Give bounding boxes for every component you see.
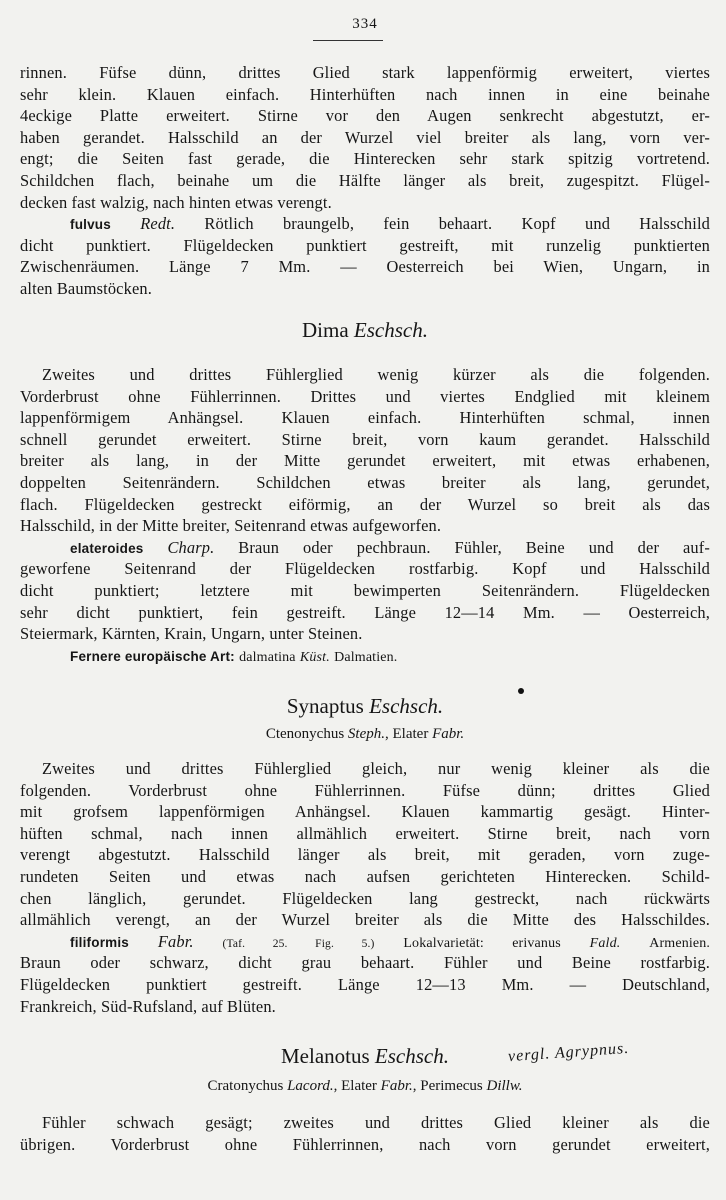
text-line: folgenden. Vorderbrust ohne Fühlerrinnen. Füfse dünn; drittes Glied <box>20 780 710 800</box>
text-line: haben gerandet. Halsschild an der Wurzel viel breiter als lang, vorn ver- <box>20 127 710 147</box>
further-species-line: Fernere europäische Art: dalmatina Küst. Dalmatien. <box>70 648 398 665</box>
text-line: Braun oder schwarz, dicht grau behaart. Fühler und Beine rostfarbig. <box>20 953 710 973</box>
handwritten-annotation: vergl. Agrypnus. <box>507 1039 630 1066</box>
synaptus-synonyms: Ctenonychus Steph., Elater Fabr. <box>265 726 465 742</box>
text-line: rinnen. Füfse dünn, drittes Glied stark lappenförmig erweitert, viertes <box>20 63 710 82</box>
text-line: decken fast walzig, nach hinten etwas verengt. <box>20 192 332 212</box>
species-filiformis-line: filiformis Fabr. (Taf. 25. Fig. 5.) Lokalvarietät: erivanus Fald. Armenien. <box>70 931 710 951</box>
text-line: hüften schmal, nach innen allmählich erweitert. Stirne breit, nach vorn <box>20 823 710 843</box>
text-line: Vorderbrust ohne Fühlerrinnen. Drittes und viertes Endglied mit kleinem <box>20 386 710 406</box>
genus-heading-melanotus: Melanotus Eschsch. <box>281 1044 449 1068</box>
text-line: schnell gerundet erweitert. Stirne breit, vorn kaum gerandet. Halsschild <box>20 429 710 449</box>
text-line: Zweites und drittes Fühlerglied wenig kürzer als die folgenden. <box>42 365 710 384</box>
text-line: 4eckige Platte erweitert. Stirne vor den Augen senkrecht abgestutzt, er- <box>20 106 710 126</box>
text-line: mit grofsem lappenförmigen Anhängsel. Klauen kammartig gesägt. Hinter- <box>20 802 710 822</box>
species-elateroides-line: elateroides Charp. Braun oder pechbraun. Fühler, Beine und der auf- <box>70 537 710 557</box>
genus-heading-dima: Dima Eschsch. <box>302 318 428 342</box>
text-line: Schildchen flach, beinahe um die Hälfte länger als breit, zugespitzt. Flügel- <box>20 170 710 190</box>
text-line: alten Baumstöcken. <box>20 278 152 298</box>
book-page <box>20 0 710 1200</box>
genus-heading-synaptus: Synaptus Eschsch. <box>286 694 444 718</box>
species-author: Fabr. <box>157 931 194 951</box>
text-line: allmählich verengt, an der Wurzel breiter als die Mitte des Halsschildes. <box>20 910 710 930</box>
text-line: sehr dicht punktiert, fein gestreift. Länge 12—14 Mm. — Oesterreich, <box>20 602 710 622</box>
page-number: 334 <box>352 16 378 32</box>
text-line: dicht punktiert. Flügeldecken punktiert gestreift, mit runzelig punktierten <box>20 235 710 255</box>
text-line: flach. Flügeldecken gestreckt eiförmig, an der Wurzel so breit als das <box>20 494 710 514</box>
plate-reference: (Taf. 25. Fig. 5.) <box>222 937 375 950</box>
text-line: sehr klein. Klauen einfach. Hinterhüften nach innen in eine beinahe <box>20 84 710 104</box>
text-line: lappenförmigem Anhängsel. Klauen einfach. Hinterhüften schmal, innen <box>20 408 710 428</box>
text-line: Fühler schwach gesägt; zweites und drittes Glied kleiner als die <box>42 1113 710 1132</box>
text-line: Steiermark, Kärnten, Krain, Ungarn, unter Steinen. <box>20 624 363 644</box>
text-line: doppelten Seitenrändern. Schildchen etwas breiter als lang, gerundet, <box>20 472 710 492</box>
species-name: filiformis <box>70 934 130 950</box>
text-line: dicht punktiert; letztere mit bewimperten Seitenrändern. Flügeldecken <box>20 580 710 600</box>
header-rule <box>313 40 383 41</box>
text-line: chen länglich, gerundet. Flügeldecken lang gestreckt, nach rückwärts <box>20 888 710 908</box>
species-author: Charp. <box>167 537 215 557</box>
melanotus-description <box>20 1112 710 1155</box>
species-name: elateroides <box>70 540 144 556</box>
text-line: verengt abgestutzt. Halsschild länger als breit, mit geraden, vorn zuge- <box>20 845 710 865</box>
species-name: fulvus <box>70 217 111 233</box>
dima-description <box>20 364 710 666</box>
text-line: rundeten Seiten und etwas nach aufsen gerichteten Hinterecken. Schild- <box>20 866 710 886</box>
text-line: engt; die Seiten fast gerade, die Hinterecken sehr stark spitzig vortretend. <box>20 149 710 169</box>
continued-genus-description <box>20 62 710 300</box>
text-line: Zweites und drittes Fühlerglied gleich, nur wenig kleiner als die <box>42 759 710 778</box>
text-line: geworfene Seitenrand der Flügeldecken rostfarbig. Kopf und Halsschild <box>20 559 710 579</box>
synaptus-description <box>20 758 710 1017</box>
species-fulvus-line: fulvus Redt. Rötlich braungelb, fein behaart. Kopf und Halsschild <box>70 214 710 234</box>
text-line: übrigen. Vorderbrust ohne Fühlerrinnen, nach vorn gerundet erweitert, <box>20 1134 710 1154</box>
text-line: breiter als lang, in der Mitte gerundet erweitert, mit etwas erhabenen, <box>20 451 710 471</box>
text-line: Zwischenräumen. Länge 7 Mm. — Oesterreich bei Wien, Ungarn, in <box>20 257 710 277</box>
text-line: Frankreich, Süd-Rufsland, auf Blüten. <box>20 996 276 1016</box>
species-author: Redt. <box>140 214 176 234</box>
text-line: Halsschild, in der Mitte breiter, Seitenrand etwas aufgeworfen. <box>20 516 442 536</box>
text-line: Flügeldecken punktiert gestreift. Länge 12—13 Mm. — Deutschland, <box>20 974 710 994</box>
melanotus-synonyms: Cratonychus Lacord., Elater Fabr., Perimecus Dillw. <box>207 1078 523 1094</box>
